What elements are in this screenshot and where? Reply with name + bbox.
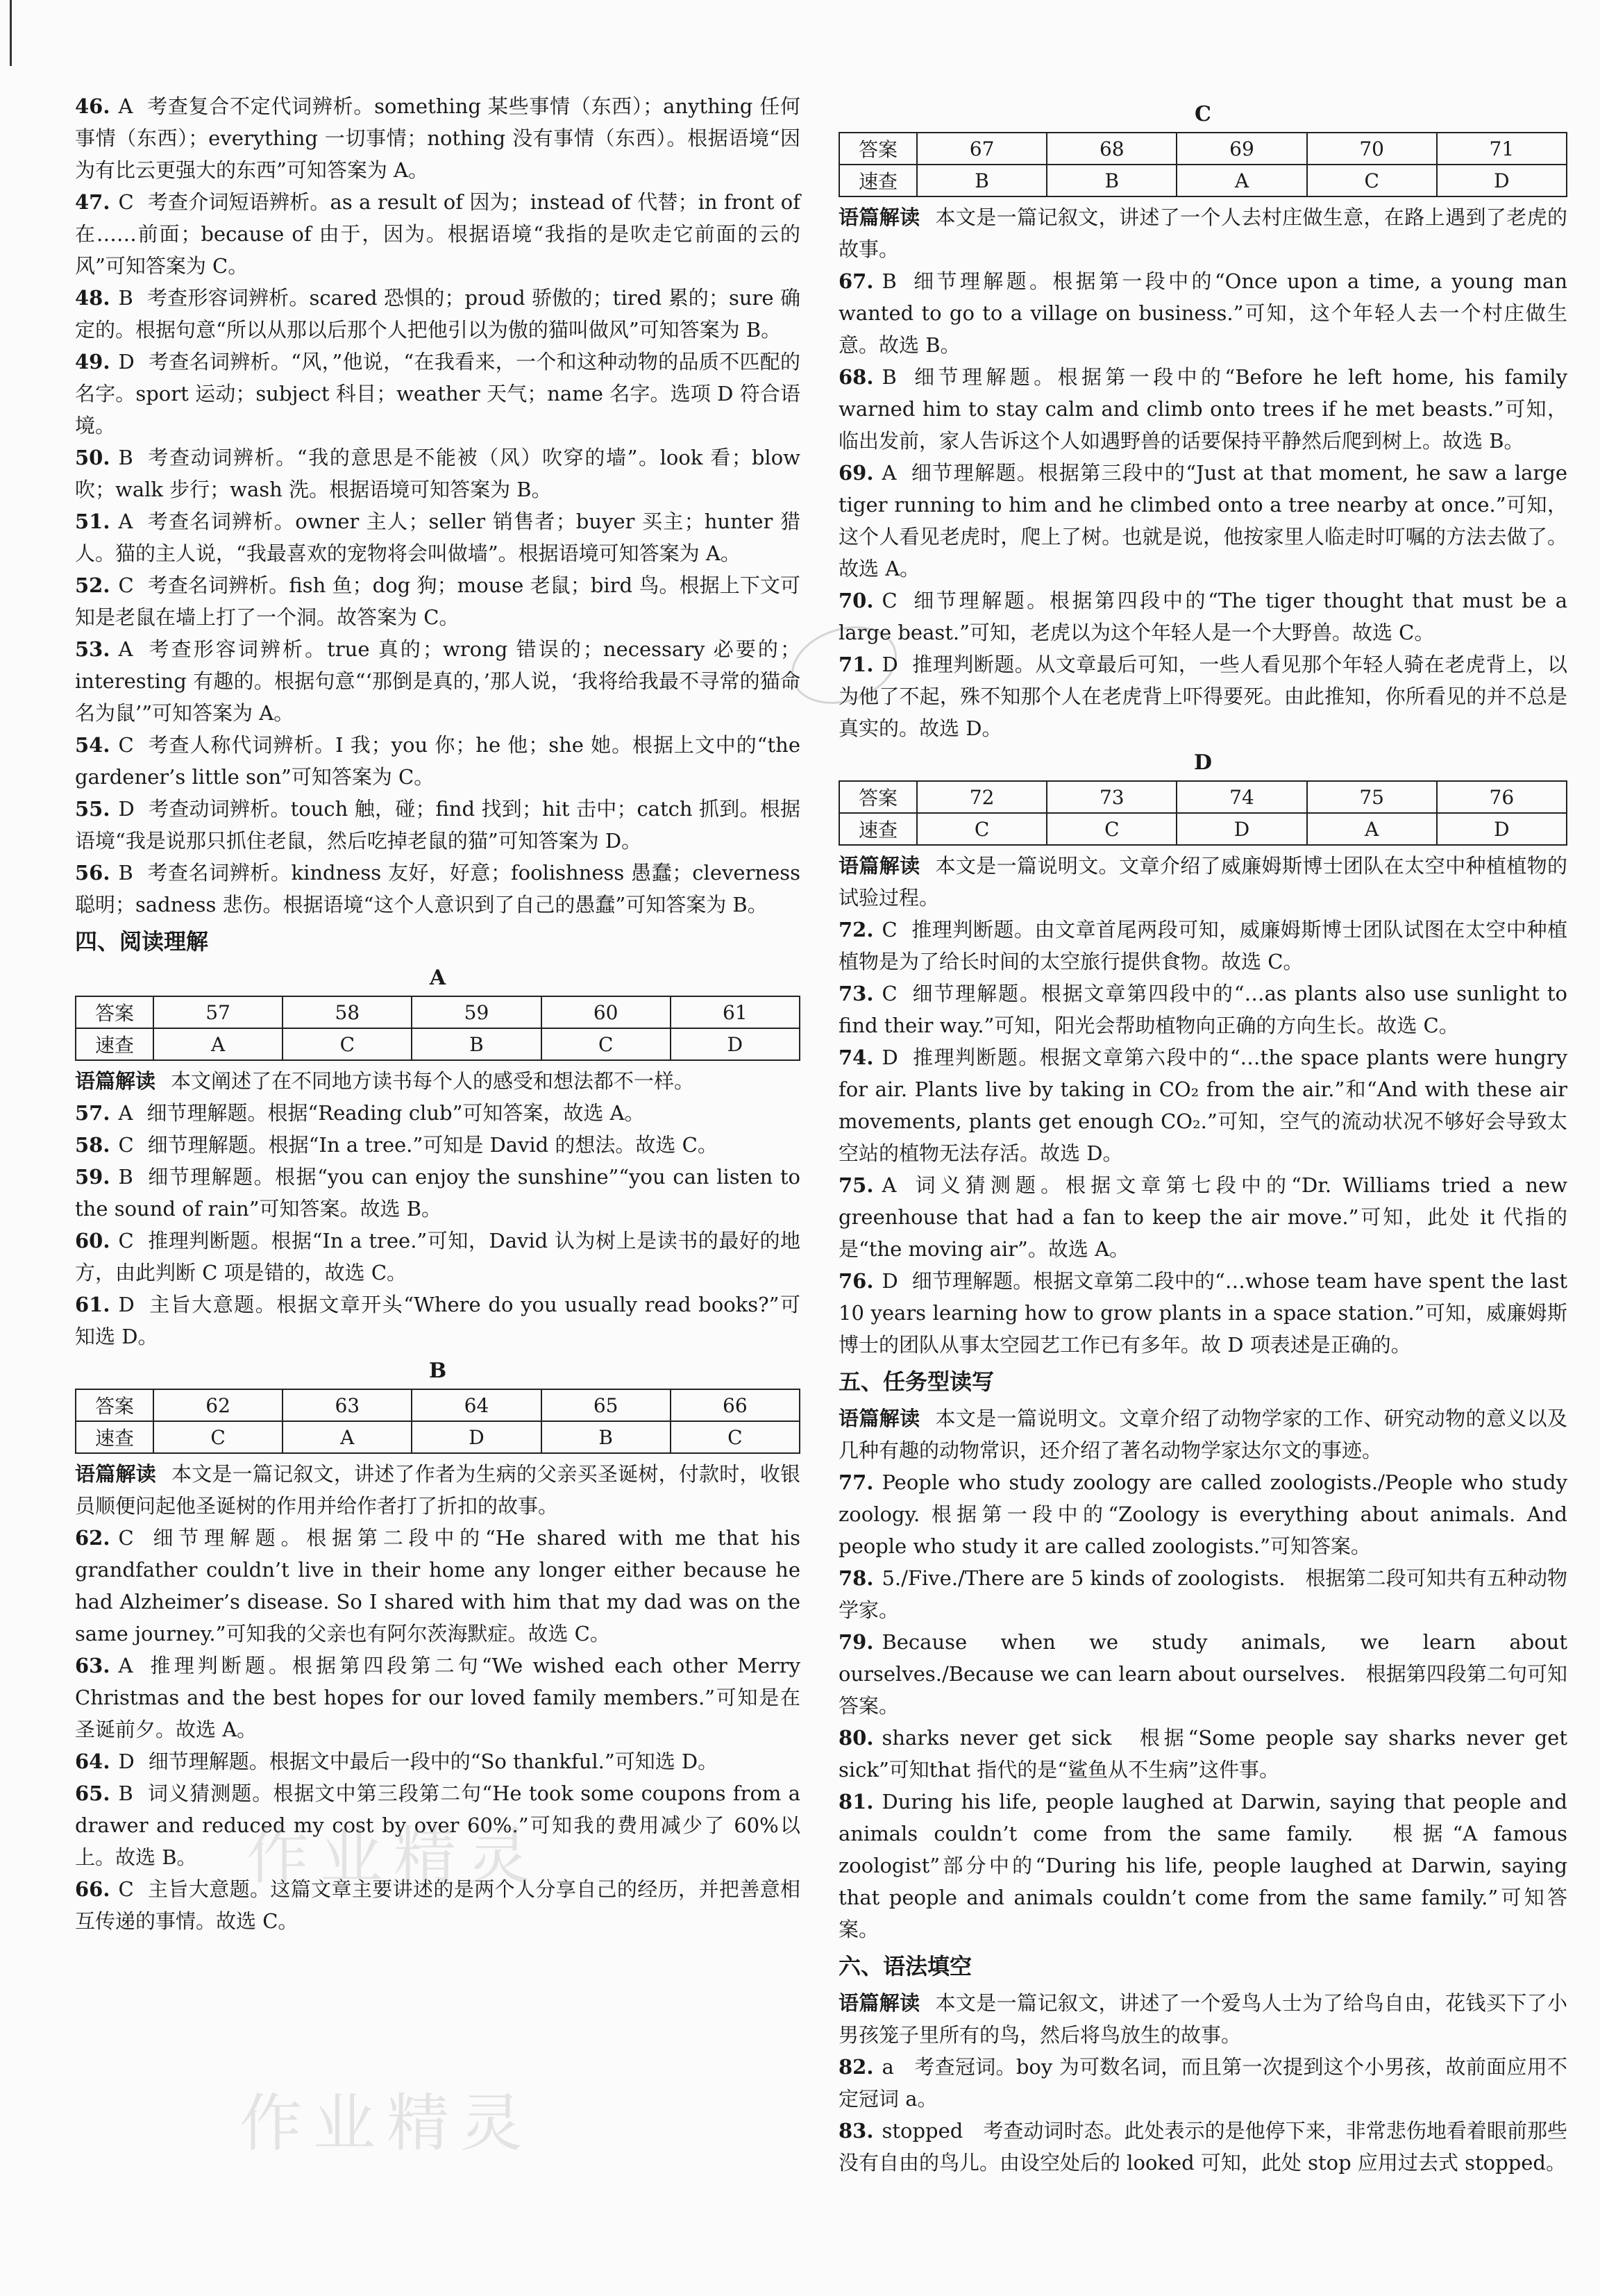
section-heading: 五、任务型读写 — [839, 1368, 995, 1395]
answer-item — [75, 1650, 800, 1745]
answer-option: D — [118, 1293, 135, 1316]
table-cell: 75 — [1307, 781, 1437, 813]
answer-item — [839, 2051, 1567, 2115]
question-number: 61. — [75, 1293, 110, 1316]
summary-label: 语篇解读 — [839, 1407, 920, 1430]
question-number: 52. — [75, 573, 110, 597]
answer-item — [839, 2115, 1567, 2179]
table-cell: C — [283, 1028, 412, 1060]
answer-option: B — [882, 365, 897, 389]
answer-option: C — [118, 1229, 134, 1252]
question-number: 59. — [75, 1165, 110, 1189]
passage-summary — [839, 1402, 1567, 1466]
answer-option: B — [118, 1165, 133, 1189]
table-cell: 76 — [1437, 781, 1567, 813]
table-cell: D — [1437, 165, 1567, 196]
answer-option: A — [118, 94, 133, 118]
summary-text: 本文阐述了在不同地方读书每个人的感受和想法都不一样。 — [171, 1069, 695, 1093]
table-cell: 66 — [671, 1389, 800, 1421]
table-row — [76, 1421, 800, 1453]
explanation-text: 考查复合不定代词辨析。something 某些事情（东西）；anything 任何事情（东西）；everything 一切事情；nothing 没有事情（东西）。根据语境“因为有比云更强大的东西”可知答案为 A。 — [75, 94, 800, 182]
table-cell: 63 — [283, 1389, 412, 1421]
table-cell: 57 — [153, 996, 283, 1028]
explanation-text: 5./Five./There are 5 kinds of zoologists. 根据第二段可知共有五种动物学家。 — [839, 1566, 1567, 1622]
explanation-text: During his life, people laughed at Darwin, saying that people and animals couldn’t come from the same family. 根据“A famous zoologist”部分中的“During his life, people laughed at Darwin, saying that people and animals couldn’t come from the same family.”可知答案。 — [839, 1790, 1567, 1941]
table-row — [76, 996, 800, 1028]
answer-item — [75, 1129, 800, 1161]
explanation-text: 细节理解题。根据第三段中的“Just at that moment, he saw a large tiger running to him and he climbed onto a tree nearby at once.”可知，这个人看见老虎时，爬上了树。也就是说，他按家里人临走时叮嘱的方法去做了。故选 A。 — [839, 461, 1567, 580]
table-cell: 64 — [412, 1389, 541, 1421]
watermark-text: 作业精灵 — [239, 2087, 534, 2160]
explanation-text: stopped 考查动词时态。此处表示的是他停下来，非常悲伤地看着眼前那些没有自由的鸟儿。由设空处后的 looked 可知，此处 stop 应用过去式 stopped。 — [839, 2119, 1567, 2175]
question-number: 69. — [839, 461, 874, 485]
answer-item — [839, 1786, 1567, 1945]
explanation-text: 推理判断题。根据文章第六段中的“…the space plants were hungry for air. Plants live by taking in CO₂ from the air.”和“And with these air movements, plants get enough CO₂.”可知，空气的流动状况不够好会导致太空站的植物无法存活。故选 D。 — [839, 1046, 1567, 1165]
table-cell: B — [917, 165, 1047, 196]
answer-item — [75, 1097, 800, 1129]
table-cell: 67 — [917, 133, 1047, 165]
answer-item — [839, 585, 1567, 648]
table-cell: D — [1177, 813, 1306, 845]
answer-option: C — [118, 1526, 134, 1550]
answer-option: C — [118, 733, 134, 757]
explanation-text: 考查名词辨析。kindness 友好，好意；foolishness 愚蠢；cleverness 聪明；sadness 悲伤。根据语境“这个人意识到了自己的愚蠢”可知答案为 B。 — [75, 861, 800, 916]
passage-summary — [839, 1987, 1567, 2051]
answer-item — [839, 1466, 1567, 1562]
explanation-text: 细节理解题。根据“In a tree.”可知是 David 的想法。故选 C。 — [147, 1133, 718, 1157]
answer-item — [839, 1562, 1567, 1626]
row-header: 速查 — [839, 813, 917, 845]
table-cell: C — [671, 1421, 800, 1453]
table-cell: A — [153, 1028, 283, 1060]
passage-summary — [839, 850, 1567, 914]
answer-option: D — [882, 653, 898, 676]
left-column — [75, 90, 800, 1937]
explanation-text: 考查介词短语辨析。as a result of 因为；instead of 代替；in front of 在……前面；because of 由于，因为。根据语境“我指的是吹走它前面的云的风”可知答案为 C。 — [75, 190, 800, 278]
question-number: 62. — [75, 1526, 110, 1550]
summary-label: 语篇解读 — [75, 1462, 156, 1486]
passage-label: B — [428, 1359, 447, 1383]
answer-option: A — [118, 637, 133, 661]
explanation-text: 细节理解题。根据文章第二段中的“…whose team have spent the last 10 years learning how to grow plants in a space station.”可知，威廉姆斯博士的团队从事太空园艺工作已有多年。故 D 项表述是正确的。 — [839, 1269, 1567, 1357]
section-heading: 四、阅读理解 — [75, 928, 209, 955]
question-number: 50. — [75, 446, 110, 469]
table-cell: A — [283, 1421, 412, 1453]
answer-item — [75, 569, 800, 633]
question-number: 58. — [75, 1133, 110, 1157]
summary-label: 语篇解读 — [839, 1991, 920, 2015]
question-number: 76. — [839, 1269, 874, 1293]
row-header: 答案 — [839, 133, 917, 165]
answer-item — [839, 1169, 1567, 1265]
explanation-text: 细节理解题。根据第二段中的“He shared with me that his grandfather couldn’t live in their home any longer either because he had Alzheimer’s disease. So I shared with him that my dad was on the same journey.”可知我的父亲也有阿尔茨海默症。故选 C。 — [75, 1526, 800, 1645]
answer-option: C — [882, 918, 898, 941]
answer-option: C — [118, 190, 134, 214]
answer-item — [75, 186, 800, 282]
table-cell: B — [1047, 165, 1177, 196]
table-cell: 71 — [1437, 133, 1567, 165]
answer-option: A — [882, 461, 897, 485]
table-row — [839, 781, 1567, 813]
table-cell: 73 — [1047, 781, 1177, 813]
answer-option: C — [118, 1133, 134, 1157]
question-number: 63. — [75, 1654, 110, 1677]
summary-text: 本文是一篇说明文。文章介绍了动物学家的工作、研究动物的意义以及几种有趣的动物常识，还介绍了著名动物学家达尔文的事迹。 — [839, 1407, 1567, 1462]
table-cell: 60 — [541, 996, 671, 1028]
answer-option: B — [882, 269, 897, 293]
section-heading: 六、语法填空 — [839, 1953, 972, 1979]
answer-option: D — [882, 1046, 898, 1069]
passage-summary — [839, 201, 1567, 265]
explanation-text: 推理判断题。根据“In a tree.”可知，David 认为树上是读书的最好的地方，由此判断 C 项是错的，故选 C。 — [75, 1229, 800, 1284]
table-cell: A — [1177, 165, 1306, 196]
table-cell: C — [541, 1028, 671, 1060]
answer-option: B — [118, 1782, 133, 1805]
question-number: 80. — [839, 1726, 874, 1750]
question-number: 64. — [75, 1750, 110, 1773]
explanation-text: 主旨大意题。这篇文章主要讲述的是两个人分享自己的经历，并把善意相互传递的事情。故选 C。 — [75, 1877, 800, 1933]
answer-item — [839, 1265, 1567, 1361]
table-cell: C — [153, 1421, 283, 1453]
row-header: 答案 — [76, 996, 153, 1028]
row-header: 答案 — [76, 1389, 153, 1421]
question-number: 68. — [839, 365, 874, 389]
answer-item — [75, 857, 800, 921]
question-number: 73. — [839, 982, 874, 1005]
answer-item — [839, 361, 1567, 457]
table-cell: D — [671, 1028, 800, 1060]
answer-item — [75, 1161, 800, 1225]
answer-option: C — [118, 573, 134, 597]
question-number: 74. — [839, 1046, 874, 1069]
answer-item — [839, 1626, 1567, 1722]
summary-label: 语篇解读 — [75, 1069, 156, 1093]
passage-label: D — [1193, 751, 1212, 775]
table-row — [839, 813, 1567, 845]
table-cell: D — [1437, 813, 1567, 845]
question-number: 77. — [839, 1470, 874, 1494]
summary-text: 本文是一篇说明文。文章介绍了威廉姆斯博士团队在太空中种植植物的试验过程。 — [839, 854, 1567, 910]
question-number: 49. — [75, 350, 110, 374]
answer-item — [839, 978, 1567, 1041]
explanation-text: 考查动词辨析。touch 触，碰；find 找到；hit 击中；catch 抓到。根据语境“我是说那只抓住老鼠，然后吃掉老鼠的猫”可知答案为 D。 — [75, 797, 800, 853]
question-number: 67. — [839, 269, 874, 293]
table-cell: 70 — [1307, 133, 1437, 165]
answer-item — [75, 282, 800, 346]
answer-item — [839, 457, 1567, 585]
answer-table — [839, 132, 1567, 197]
explanation-text: 主旨大意题。根据文章开头“Where do you usually read books?”可知选 D。 — [75, 1293, 800, 1348]
table-cell: C — [1047, 813, 1177, 845]
table-cell: 69 — [1177, 133, 1306, 165]
explanation-text: 推理判断题。由文章首尾两段可知，威廉姆斯博士团队试图在太空中种植植物是为了给长时间的太空旅行提供食物。故选 C。 — [839, 918, 1567, 973]
answer-item — [839, 648, 1567, 744]
answer-option: A — [118, 510, 133, 533]
summary-label: 语篇解读 — [839, 854, 920, 878]
explanation-text: Because when we study animals, we learn about ourselves./Because we can learn about ourselves. 根据第四段第二句可知答案。 — [839, 1630, 1567, 1718]
question-number: 55. — [75, 797, 110, 821]
explanation-text: 细节理解题。根据文章第四段中的“…as plants also use sunlight to find their way.”可知，阳光会帮助植物向正确的方向生长。故选 C。 — [839, 982, 1567, 1037]
explanation-text: a 考查冠词。boy 为可数名词，而且第一次提到这个小男孩，故前面应用不定冠词 a。 — [839, 2055, 1567, 2111]
question-number: 75. — [839, 1173, 874, 1197]
watermark-text: 作业精灵 — [246, 1820, 541, 1893]
answer-option: D — [118, 797, 135, 821]
answer-item — [839, 1041, 1567, 1169]
explanation-text: 考查人称代词辨析。I 我；you 你；he 他；she 她。根据上文中的“the gardener’s little son”可知答案为 C。 — [75, 733, 800, 789]
table-cell: 62 — [153, 1389, 283, 1421]
answer-item — [75, 1745, 800, 1777]
answer-item — [839, 914, 1567, 978]
explanation-text: 细节理解题。根据文中最后一段中的“So thankful.”可知选 D。 — [148, 1750, 718, 1773]
question-number: 57. — [75, 1101, 110, 1125]
explanation-text: 考查名词辨析。“风，”他说，“在我看来，一个和这种动物的品质不匹配的名字。sport 运动；subject 科目；weather 天气；name 名字。选项 D 符合语境。 — [75, 350, 800, 437]
passage-summary — [75, 1065, 800, 1097]
answer-option: D — [118, 1750, 135, 1773]
answer-item — [839, 1722, 1567, 1786]
table-row — [839, 165, 1567, 196]
question-number: 79. — [839, 1630, 874, 1654]
row-header: 速查 — [76, 1421, 153, 1453]
answer-item — [75, 633, 800, 729]
question-number: 78. — [839, 1566, 874, 1590]
question-number: 81. — [839, 1790, 874, 1813]
question-number: 71. — [839, 653, 874, 676]
explanation-text: 细节理解题。根据“you can enjoy the sunshine”“you can listen to the sound of rain”可知答案。故选 B。 — [75, 1165, 800, 1221]
table-cell: 72 — [917, 781, 1047, 813]
table-cell: 68 — [1047, 133, 1177, 165]
answer-option: B — [118, 286, 133, 310]
table-row — [76, 1028, 800, 1060]
question-number: 47. — [75, 190, 110, 214]
explanation-text: 考查名词辨析。owner 主人；seller 销售者；buyer 买主；hunter 猎人。猫的主人说，“我最喜欢的宠物将会叫做墙”。根据语境可知答案为 A。 — [75, 510, 800, 565]
explanation-text: 细节理解题。根据第一段中的“Once upon a time, a young man wanted to go to a village on business.”可知，这个年轻人去一个村庄做生意。故选 B。 — [839, 269, 1567, 357]
table-row — [76, 1389, 800, 1421]
table-cell: A — [1307, 813, 1437, 845]
explanation-text: 推理判断题。根据第四段第二句“We wished each other Merry Christmas and the best hopes for our loved family members.”可知是在圣诞前夕。故选 A。 — [75, 1654, 800, 1741]
row-header: 速查 — [839, 165, 917, 196]
question-number: 56. — [75, 861, 110, 885]
answer-option: A — [118, 1654, 133, 1677]
table-cell: C — [917, 813, 1047, 845]
answer-table — [75, 1389, 800, 1454]
table-row — [839, 133, 1567, 165]
answer-item — [75, 346, 800, 442]
question-number: 65. — [75, 1782, 110, 1805]
question-number: 53. — [75, 637, 110, 661]
question-number: 72. — [839, 918, 874, 941]
question-number: 46. — [75, 94, 110, 118]
explanation-text: 推理判断题。从文章最后可知，一些人看见那个年轻人骑在老虎背上，以为他了不起，殊不知那个人在老虎背上吓得要死。由此推知，你所看见的并不总是真实的。故选 D。 — [839, 653, 1567, 740]
table-cell: 74 — [1177, 781, 1306, 813]
table-cell: B — [541, 1421, 671, 1453]
explanation-text: 考查形容词辨析。scared 恐惧的；proud 骄傲的；tired 累的；sure 确定的。根据句意“所以从那以后那个人把他引以为傲的猫叫做风”可知答案为 B。 — [75, 286, 800, 342]
answer-option: D — [118, 350, 135, 374]
answer-item — [75, 505, 800, 569]
page-corner-mark — [10, 0, 12, 66]
question-number: 82. — [839, 2055, 874, 2079]
summary-text: 本文是一篇记叙文，讲述了一个爱鸟人士为了给鸟自由，花钱买下了小男孩笼子里所有的鸟，然后将鸟放生的故事。 — [839, 1991, 1567, 2047]
question-number: 83. — [839, 2119, 874, 2143]
explanation-text: 词义猜测题。根据文中第三段第二句“He took some coupons from a drawer and reduced my cost by over 60%.”可知我的费用减少了 60%以上。故选 B。 — [75, 1782, 800, 1869]
answer-option: D — [882, 1269, 898, 1293]
explanation-text: 细节理解题。根据“Reading club”可知答案，故选 A。 — [146, 1101, 645, 1125]
explanation-text: 考查动词辨析。“我的意思是不能被（风）吹穿的墙”。look 看；blow 吹；walk 步行；wash 洗。根据语境可知答案为 B。 — [75, 446, 800, 501]
answer-item — [75, 1225, 800, 1289]
table-cell: B — [412, 1028, 541, 1060]
question-number: 60. — [75, 1229, 110, 1252]
row-header: 答案 — [839, 781, 917, 813]
answer-option: B — [118, 446, 133, 469]
question-number: 51. — [75, 510, 110, 533]
question-number: 48. — [75, 286, 110, 310]
answer-item — [75, 793, 800, 857]
answer-option: A — [118, 1101, 133, 1125]
explanation-text: 考查名词辨析。fish 鱼；dog 狗；mouse 老鼠；bird 鸟。根据上下文可知是老鼠在墙上打了一个洞。故答案为 C。 — [75, 573, 800, 629]
answer-table — [839, 780, 1567, 846]
answer-item — [75, 90, 800, 186]
answer-table — [75, 996, 800, 1061]
table-cell: 58 — [283, 996, 412, 1028]
question-number: 66. — [75, 1877, 110, 1901]
summary-label: 语篇解读 — [839, 206, 920, 229]
answer-item — [75, 1289, 800, 1352]
answer-item — [75, 442, 800, 505]
answer-item — [75, 1522, 800, 1650]
passage-label: C — [1195, 102, 1211, 126]
answer-option: C — [882, 982, 898, 1005]
summary-text: 本文是一篇记叙文，讲述了作者为生病的父亲买圣诞树，付款时，收银员顺便问起他圣诞树的作用并给作者打了折扣的故事。 — [75, 1462, 800, 1518]
passage-summary — [75, 1458, 800, 1522]
explanation-text: 考查形容词辨析。true 真的；wrong 错误的；necessary 必要的；interesting 有趣的。根据句意“‘那倒是真的，’那人说，‘我将给我最不寻常的猫命名为鼠’”可知答案为 A。 — [75, 637, 800, 725]
question-number: 70. — [839, 589, 874, 612]
summary-text: 本文是一篇记叙文，讲述了一个人去村庄做生意，在路上遇到了老虎的故事。 — [839, 206, 1567, 261]
table-cell: 59 — [412, 996, 541, 1028]
explanation-text: 细节理解题。根据第四段中的“The tiger thought that must be a large beast.”可知，老虎以为这个年轻人是一个大野兽。故选 C。 — [839, 589, 1567, 644]
explanation-text: 细节理解题。根据第一段中的“Before he left home, his family warned him to stay calm and climb onto trees if he met beasts.”可知，临出发前，家人告诉这个人如遇野兽的话要保持平静然后爬到树上。故选 B。 — [839, 365, 1567, 453]
answer-option: A — [882, 1173, 897, 1197]
answer-option: B — [118, 861, 133, 885]
passage-label: A — [429, 966, 446, 990]
answer-item — [839, 265, 1567, 361]
right-column — [839, 96, 1567, 2179]
table-cell: C — [1307, 165, 1437, 196]
explanation-text: 词义猜测题。根据文章第七段中的“Dr. Williams tried a new greenhouse that had a fan to keep the air move.”可知，此处 it 代指的是“the moving air”。故选 A。 — [839, 1173, 1567, 1261]
explanation-text: People who study zoology are called zoologists./People who study zoology. 根据第一段中的“Zoology is everything about animals. And people who study it are called zoologists.”可知答案。 — [839, 1470, 1567, 1558]
table-cell: 65 — [541, 1389, 671, 1421]
answer-option: C — [118, 1877, 134, 1901]
row-header: 速查 — [76, 1028, 153, 1060]
table-cell: D — [412, 1421, 541, 1453]
explanation-text: sharks never get sick 根据“Some people say sharks never get sick”可知that 指代的是“鲨鱼从不生病”这件事。 — [839, 1726, 1567, 1782]
answer-item — [75, 729, 800, 793]
answer-option: C — [882, 589, 898, 612]
question-number: 54. — [75, 733, 110, 757]
table-cell: 61 — [671, 996, 800, 1028]
